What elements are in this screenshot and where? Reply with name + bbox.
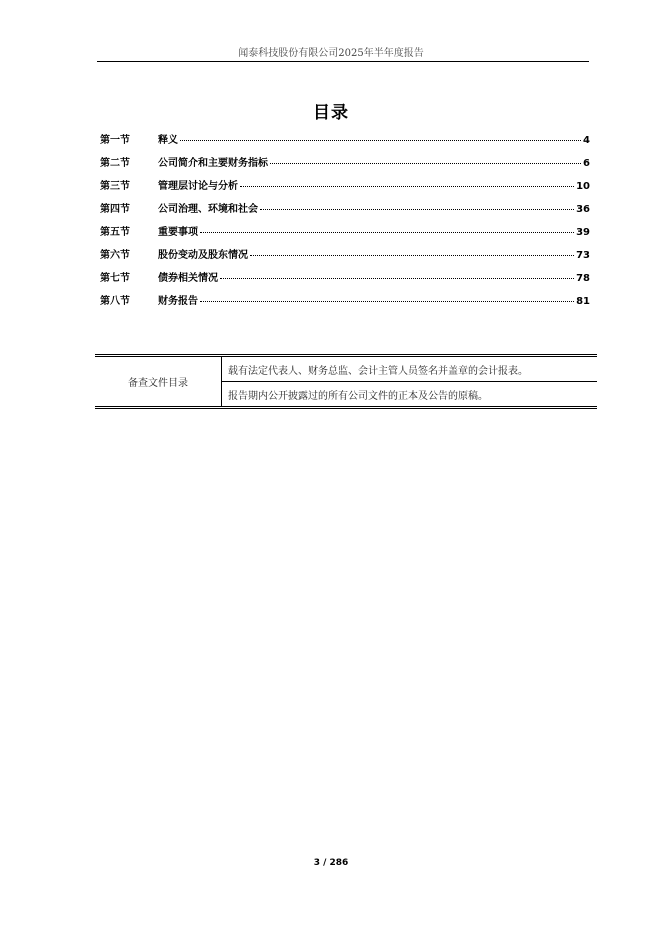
toc-section-number: 第七节	[100, 273, 130, 284]
toc-section-number: 第八节	[100, 296, 130, 307]
report-header-title: 闻泰科技股份有限公司2025年半年度报告	[238, 48, 424, 59]
toc-section-number: 第二节	[100, 158, 130, 169]
reference-document-item: 载有法定代表人、财务总监、会计主管人员签名并盖章的会计报表。	[222, 356, 598, 382]
toc-section-title: 债券相关情况	[158, 273, 218, 284]
reference-document-item: 报告期内公开披露过的所有公司文件的正本及公告的原稿。	[228, 390, 488, 402]
toc-section-number: 第三节	[100, 181, 130, 192]
toc-leader-dots	[260, 209, 574, 210]
toc-entry[interactable]	[100, 154, 590, 177]
toc-page-number: 73	[576, 250, 590, 261]
toc-entry[interactable]	[100, 223, 590, 246]
header-divider	[97, 61, 589, 62]
page-number: 3 / 286	[313, 858, 349, 868]
table-of-contents	[100, 131, 590, 315]
toc-leader-dots	[250, 255, 574, 256]
toc-leader-dots	[180, 140, 581, 141]
toc-section-title: 重要事项	[158, 227, 198, 238]
toc-page-number: 4	[583, 135, 590, 146]
toc-section-number: 第四节	[100, 204, 130, 215]
toc-section-number: 第一节	[100, 135, 130, 146]
toc-page-number: 36	[576, 204, 590, 215]
toc-entry[interactable]	[100, 200, 590, 223]
toc-entry[interactable]	[100, 292, 590, 315]
toc-leader-dots	[240, 186, 574, 187]
toc-section-title: 公司治理、环境和社会	[158, 204, 258, 215]
toc-page-number: 78	[576, 273, 590, 284]
toc-leader-dots	[220, 278, 574, 279]
reference-documents-table	[95, 354, 597, 409]
toc-section-number: 第六节	[100, 250, 130, 261]
toc-section-title: 释义	[158, 135, 178, 146]
toc-page-number: 6	[583, 158, 590, 169]
toc-page-number: 10	[576, 181, 590, 192]
toc-section-title: 公司简介和主要财务指标	[158, 158, 268, 169]
toc-entry[interactable]	[100, 131, 590, 154]
toc-entry[interactable]	[100, 177, 590, 200]
reference-documents-label: 备查文件目录	[95, 356, 222, 408]
toc-leader-dots	[200, 301, 574, 302]
toc-page-number: 39	[576, 227, 590, 238]
toc-leader-dots	[270, 163, 581, 164]
toc-entry[interactable]	[100, 269, 590, 292]
toc-section-title: 股份变动及股东情况	[158, 250, 248, 261]
toc-page-number: 81	[576, 296, 590, 307]
toc-section-title: 管理层讨论与分析	[158, 181, 238, 192]
toc-section-number: 第五节	[100, 227, 130, 238]
toc-section-title: 财务报告	[158, 296, 198, 307]
toc-entry[interactable]	[100, 246, 590, 269]
toc-heading: 目录	[313, 103, 349, 123]
toc-leader-dots	[200, 232, 574, 233]
